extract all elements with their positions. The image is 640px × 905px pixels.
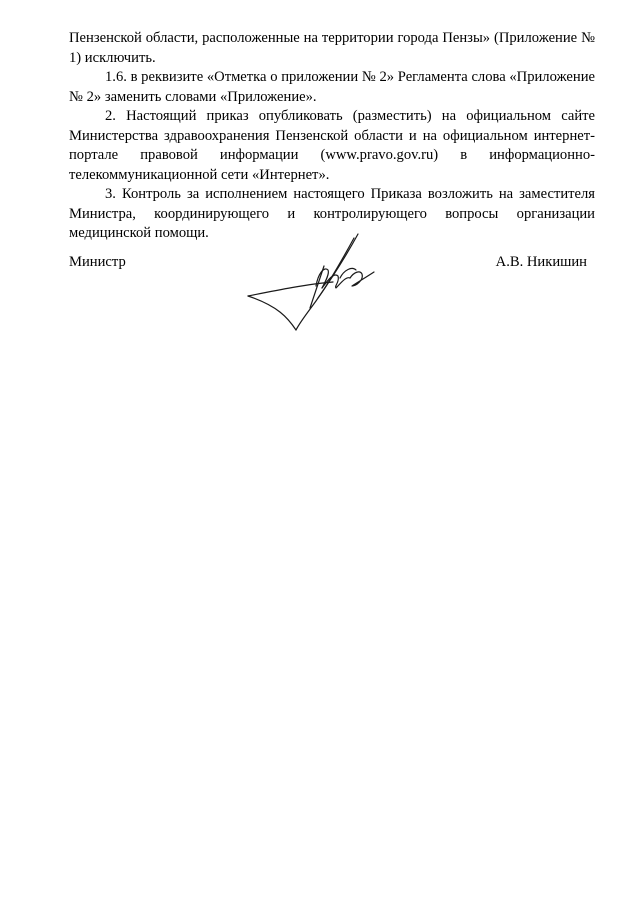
document-body (69, 29, 595, 244)
paragraph-3: 3. Контроль за исполнением настоящего Приказа возложить на заместителя Министра, координирующего и контролирующего вопросы организации медицинской помощи. (69, 186, 595, 241)
signatory-title: Министр (69, 254, 126, 270)
signatory-name: А.В. Никишин (495, 254, 587, 270)
paragraph-1-6: 1.6. в реквизите «Отметка о приложении № 2» Регламента слова «Приложение № 2» заменить словами «Приложение». (69, 69, 595, 105)
handwritten-signature (238, 226, 384, 336)
paragraph-continuation: Пензенской области, расположенные на территории города Пензы» (Приложение № 1) исключить. (69, 30, 595, 66)
paragraph-2: 2. Настоящий приказ опубликовать (разместить) на официальном сайте Министерства здравоохранения Пензенской области и на официальном интернет-портале правовой информации (www.pravo.gov.ru) в информационно-телекоммуникационной сети «Интернет». (69, 108, 595, 183)
